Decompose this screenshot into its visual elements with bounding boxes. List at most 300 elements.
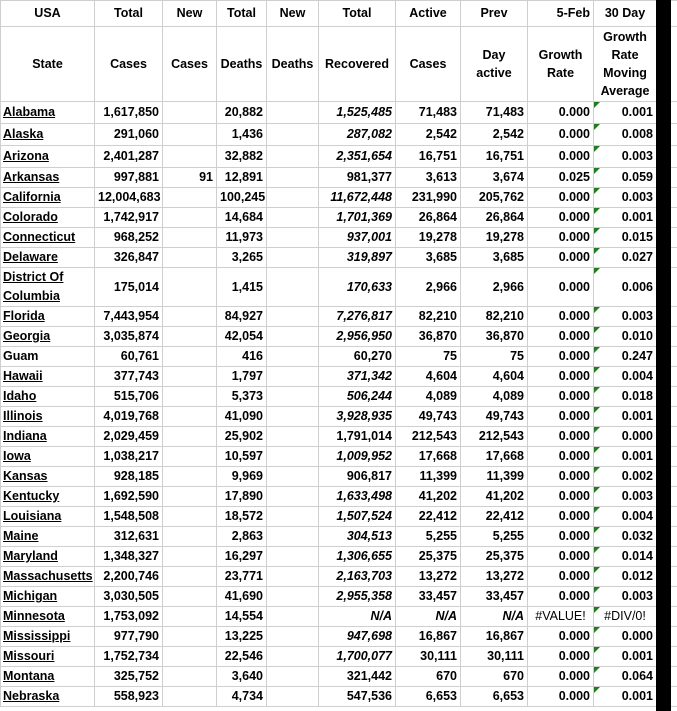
cell-total-cases[interactable] — [95, 567, 163, 587]
cell-new-deaths[interactable] — [267, 208, 319, 228]
cell-growth-rate[interactable] — [528, 367, 594, 387]
cell-active-cases[interactable] — [396, 367, 461, 387]
cell-total-deaths[interactable] — [217, 367, 267, 387]
cell-state[interactable] — [1, 124, 95, 146]
cell-prev-day-active[interactable] — [461, 667, 528, 687]
cell-new-cases[interactable] — [163, 427, 217, 447]
cell-active-cases[interactable] — [396, 307, 461, 327]
cell-growth-rate-30day-ma[interactable] — [594, 507, 657, 527]
cell-growth-rate-30day-ma[interactable] — [594, 607, 657, 627]
cell-total-cases[interactable] — [95, 427, 163, 447]
column-header-total-recovered[interactable]: Total — [319, 1, 396, 27]
cell-new-deaths[interactable] — [267, 228, 319, 248]
cell-total-cases[interactable] — [95, 387, 163, 407]
cell-prev-day-active[interactable] — [461, 587, 528, 607]
cell-active-cases[interactable] — [396, 427, 461, 447]
cell-active-cases[interactable] — [396, 627, 461, 647]
cell-new-deaths[interactable] — [267, 607, 319, 627]
cell-new-cases[interactable] — [163, 687, 217, 707]
cell-growth-rate-30day-ma[interactable] — [594, 268, 657, 307]
cell-total-deaths[interactable] — [217, 124, 267, 146]
cell-state[interactable] — [1, 188, 95, 208]
cell-new-cases[interactable] — [163, 124, 217, 146]
cell-growth-rate-30day-ma[interactable] — [594, 367, 657, 387]
cell-state[interactable] — [1, 507, 95, 527]
cell-growth-rate[interactable] — [528, 487, 594, 507]
cell-total-recovered[interactable] — [319, 347, 396, 367]
cell-active-cases[interactable] — [396, 487, 461, 507]
cell-total-recovered[interactable] — [319, 507, 396, 527]
cell-active-cases[interactable] — [396, 547, 461, 567]
cell-new-deaths[interactable] — [267, 427, 319, 447]
cell-active-cases[interactable] — [396, 188, 461, 208]
cell-prev-day-active[interactable] — [461, 248, 528, 268]
cell-prev-day-active[interactable] — [461, 347, 528, 367]
cell-growth-rate-30day-ma[interactable] — [594, 188, 657, 208]
cell-growth-rate-30day-ma[interactable] — [594, 102, 657, 124]
cell-growth-rate[interactable] — [528, 307, 594, 327]
cell-growth-rate[interactable] — [528, 547, 594, 567]
cell-state[interactable] — [1, 327, 95, 347]
cell-active-cases[interactable] — [396, 228, 461, 248]
cell-prev-day-active[interactable] — [461, 487, 528, 507]
cell-new-deaths[interactable] — [267, 487, 319, 507]
column-header-total-cases[interactable]: Total — [95, 1, 163, 27]
cell-growth-rate-30day-ma[interactable] — [594, 168, 657, 188]
cell-new-cases[interactable] — [163, 647, 217, 667]
cell-growth-rate-30day-ma[interactable] — [594, 467, 657, 487]
column-header-total-cases[interactable]: Cases — [95, 27, 163, 102]
cell-prev-day-active[interactable] — [461, 208, 528, 228]
cell-total-recovered[interactable] — [319, 447, 396, 467]
cell-total-cases[interactable] — [95, 667, 163, 687]
cell-total-recovered[interactable] — [319, 467, 396, 487]
cell-new-deaths[interactable] — [267, 547, 319, 567]
cell-prev-day-active[interactable] — [461, 507, 528, 527]
cell-prev-day-active[interactable] — [461, 467, 528, 487]
cell-growth-rate-30day-ma[interactable] — [594, 447, 657, 467]
cell-total-recovered[interactable] — [319, 587, 396, 607]
cell-state[interactable] — [1, 407, 95, 427]
cell-new-deaths[interactable] — [267, 507, 319, 527]
cell-total-deaths[interactable] — [217, 387, 267, 407]
cell-new-deaths[interactable] — [267, 527, 319, 547]
cell-growth-rate-30day-ma[interactable] — [594, 248, 657, 268]
cell-total-cases[interactable] — [95, 248, 163, 268]
cell-total-deaths[interactable] — [217, 248, 267, 268]
cell-state[interactable] — [1, 146, 95, 168]
cell-total-recovered[interactable] — [319, 228, 396, 248]
cell-state[interactable] — [1, 467, 95, 487]
cell-new-deaths[interactable] — [267, 387, 319, 407]
cell-prev-day-active[interactable] — [461, 367, 528, 387]
cell-total-deaths[interactable] — [217, 228, 267, 248]
cell-active-cases[interactable] — [396, 102, 461, 124]
cell-active-cases[interactable] — [396, 208, 461, 228]
cell-new-cases[interactable] — [163, 407, 217, 427]
cell-total-recovered[interactable] — [319, 208, 396, 228]
cell-state[interactable] — [1, 607, 95, 627]
cell-new-cases[interactable] — [163, 307, 217, 327]
cell-growth-rate[interactable] — [528, 587, 594, 607]
cell-active-cases[interactable] — [396, 146, 461, 168]
cell-new-cases[interactable] — [163, 487, 217, 507]
cell-new-deaths[interactable] — [267, 667, 319, 687]
cell-total-deaths[interactable] — [217, 407, 267, 427]
column-header-state[interactable]: USA — [1, 1, 95, 27]
cell-growth-rate-30day-ma[interactable] — [594, 146, 657, 168]
cell-new-deaths[interactable] — [267, 407, 319, 427]
cell-new-deaths[interactable] — [267, 647, 319, 667]
cell-new-deaths[interactable] — [267, 627, 319, 647]
cell-growth-rate[interactable] — [528, 188, 594, 208]
cell-total-recovered[interactable] — [319, 427, 396, 447]
cell-state[interactable] — [1, 487, 95, 507]
cell-new-deaths[interactable] — [267, 447, 319, 467]
cell-total-recovered[interactable] — [319, 146, 396, 168]
column-header-growth-rate[interactable]: Growth Rate — [528, 27, 594, 102]
cell-active-cases[interactable] — [396, 124, 461, 146]
cell-growth-rate[interactable] — [528, 627, 594, 647]
cell-new-cases[interactable] — [163, 208, 217, 228]
cell-total-recovered[interactable] — [319, 647, 396, 667]
cell-total-cases[interactable] — [95, 447, 163, 467]
column-header-new-cases[interactable]: New — [163, 1, 217, 27]
cell-growth-rate-30day-ma[interactable] — [594, 627, 657, 647]
cell-growth-rate-30day-ma[interactable] — [594, 687, 657, 707]
cell-active-cases[interactable] — [396, 587, 461, 607]
cell-new-cases[interactable] — [163, 587, 217, 607]
column-header-growth-rate[interactable]: 5-Feb — [528, 1, 594, 27]
cell-active-cases[interactable] — [396, 607, 461, 627]
cell-total-recovered[interactable] — [319, 687, 396, 707]
cell-state[interactable] — [1, 248, 95, 268]
cell-total-recovered[interactable] — [319, 627, 396, 647]
cell-active-cases[interactable] — [396, 407, 461, 427]
cell-total-deaths[interactable] — [217, 327, 267, 347]
cell-state[interactable] — [1, 567, 95, 587]
cell-total-deaths[interactable] — [217, 347, 267, 367]
cell-growth-rate[interactable] — [528, 124, 594, 146]
cell-state[interactable] — [1, 527, 95, 547]
cell-total-recovered[interactable] — [319, 102, 396, 124]
cell-new-cases[interactable] — [163, 667, 217, 687]
cell-growth-rate-30day-ma[interactable] — [594, 327, 657, 347]
cell-growth-rate[interactable] — [528, 248, 594, 268]
column-header-growth-rate-30day-ma[interactable]: 30 Day — [594, 1, 657, 27]
cell-growth-rate[interactable] — [528, 427, 594, 447]
cell-new-cases[interactable] — [163, 467, 217, 487]
cell-total-recovered[interactable] — [319, 168, 396, 188]
cell-growth-rate[interactable] — [528, 667, 594, 687]
cell-state[interactable] — [1, 547, 95, 567]
cell-growth-rate[interactable] — [528, 567, 594, 587]
cell-total-deaths[interactable] — [217, 547, 267, 567]
column-header-new-cases[interactable]: Cases — [163, 27, 217, 102]
cell-growth-rate-30day-ma[interactable] — [594, 427, 657, 447]
cell-active-cases[interactable] — [396, 507, 461, 527]
cell-total-cases[interactable] — [95, 168, 163, 188]
cell-active-cases[interactable] — [396, 168, 461, 188]
cell-total-cases[interactable] — [95, 124, 163, 146]
cell-new-deaths[interactable] — [267, 467, 319, 487]
cell-active-cases[interactable] — [396, 667, 461, 687]
cell-active-cases[interactable] — [396, 347, 461, 367]
cell-prev-day-active[interactable] — [461, 188, 528, 208]
cell-prev-day-active[interactable] — [461, 228, 528, 248]
column-header-prev-day-active[interactable]: Day active — [461, 27, 528, 102]
cell-new-cases[interactable] — [163, 327, 217, 347]
cell-growth-rate[interactable] — [528, 507, 594, 527]
cell-total-deaths[interactable] — [217, 507, 267, 527]
cell-total-deaths[interactable] — [217, 527, 267, 547]
cell-growth-rate[interactable] — [528, 467, 594, 487]
cell-state[interactable] — [1, 647, 95, 667]
cell-active-cases[interactable] — [396, 387, 461, 407]
cell-prev-day-active[interactable] — [461, 146, 528, 168]
cell-growth-rate-30day-ma[interactable] — [594, 567, 657, 587]
column-header-prev-day-active[interactable]: Prev — [461, 1, 528, 27]
cell-new-deaths[interactable] — [267, 268, 319, 307]
cell-state[interactable] — [1, 667, 95, 687]
cell-state[interactable] — [1, 268, 95, 307]
cell-state[interactable] — [1, 367, 95, 387]
cell-total-deaths[interactable] — [217, 427, 267, 447]
cell-growth-rate[interactable] — [528, 208, 594, 228]
cell-prev-day-active[interactable] — [461, 268, 528, 307]
cell-total-deaths[interactable] — [217, 687, 267, 707]
cell-growth-rate[interactable] — [528, 168, 594, 188]
cell-total-cases[interactable] — [95, 268, 163, 307]
cell-growth-rate[interactable] — [528, 447, 594, 467]
column-header-active-cases[interactable]: Cases — [396, 27, 461, 102]
cell-total-cases[interactable] — [95, 327, 163, 347]
cell-active-cases[interactable] — [396, 248, 461, 268]
cell-state[interactable] — [1, 307, 95, 327]
cell-new-deaths[interactable] — [267, 567, 319, 587]
cell-active-cases[interactable] — [396, 447, 461, 467]
cell-growth-rate[interactable] — [528, 327, 594, 347]
cell-new-cases[interactable] — [163, 447, 217, 467]
cell-new-cases[interactable] — [163, 527, 217, 547]
cell-growth-rate-30day-ma[interactable] — [594, 547, 657, 567]
cell-total-recovered[interactable] — [319, 248, 396, 268]
cell-prev-day-active[interactable] — [461, 387, 528, 407]
cell-growth-rate[interactable] — [528, 647, 594, 667]
cell-growth-rate-30day-ma[interactable] — [594, 307, 657, 327]
cell-total-cases[interactable] — [95, 527, 163, 547]
cell-total-recovered[interactable] — [319, 268, 396, 307]
cell-active-cases[interactable] — [396, 467, 461, 487]
cell-state[interactable] — [1, 347, 95, 367]
cell-new-cases[interactable] — [163, 248, 217, 268]
cell-total-deaths[interactable] — [217, 447, 267, 467]
cell-state[interactable] — [1, 168, 95, 188]
cell-new-deaths[interactable] — [267, 124, 319, 146]
cell-total-recovered[interactable] — [319, 188, 396, 208]
cell-new-deaths[interactable] — [267, 168, 319, 188]
cell-growth-rate-30day-ma[interactable] — [594, 487, 657, 507]
cell-total-cases[interactable] — [95, 228, 163, 248]
cell-state[interactable] — [1, 102, 95, 124]
cell-state[interactable] — [1, 427, 95, 447]
cell-total-cases[interactable] — [95, 627, 163, 647]
cell-total-deaths[interactable] — [217, 102, 267, 124]
cell-new-cases[interactable] — [163, 168, 217, 188]
column-header-new-deaths[interactable]: Deaths — [267, 27, 319, 102]
cell-total-deaths[interactable] — [217, 647, 267, 667]
cell-total-recovered[interactable] — [319, 307, 396, 327]
cell-total-cases[interactable] — [95, 367, 163, 387]
cell-new-cases[interactable] — [163, 547, 217, 567]
cell-total-deaths[interactable] — [217, 467, 267, 487]
cell-new-cases[interactable] — [163, 146, 217, 168]
cell-prev-day-active[interactable] — [461, 327, 528, 347]
cell-total-deaths[interactable] — [217, 146, 267, 168]
cell-growth-rate-30day-ma[interactable] — [594, 347, 657, 367]
cell-total-recovered[interactable] — [319, 547, 396, 567]
cell-total-cases[interactable] — [95, 307, 163, 327]
cell-total-cases[interactable] — [95, 507, 163, 527]
cell-growth-rate-30day-ma[interactable] — [594, 124, 657, 146]
column-header-growth-rate-30day-ma[interactable]: Growth Rate Moving Average — [594, 27, 657, 102]
cell-new-deaths[interactable] — [267, 188, 319, 208]
cell-total-cases[interactable] — [95, 687, 163, 707]
cell-new-cases[interactable] — [163, 228, 217, 248]
cell-total-cases[interactable] — [95, 547, 163, 567]
cell-total-recovered[interactable] — [319, 607, 396, 627]
cell-total-cases[interactable] — [95, 208, 163, 228]
column-header-state[interactable]: State — [1, 27, 95, 102]
cell-new-cases[interactable] — [163, 607, 217, 627]
cell-total-cases[interactable] — [95, 647, 163, 667]
cell-total-deaths[interactable] — [217, 607, 267, 627]
cell-new-deaths[interactable] — [267, 248, 319, 268]
cell-total-recovered[interactable] — [319, 527, 396, 547]
cell-total-recovered[interactable] — [319, 387, 396, 407]
cell-prev-day-active[interactable] — [461, 407, 528, 427]
cell-new-deaths[interactable] — [267, 367, 319, 387]
cell-new-cases[interactable] — [163, 268, 217, 307]
column-header-total-deaths[interactable]: Total — [217, 1, 267, 27]
cell-total-recovered[interactable] — [319, 407, 396, 427]
cell-growth-rate[interactable] — [528, 607, 594, 627]
cell-total-cases[interactable] — [95, 146, 163, 168]
cell-total-cases[interactable] — [95, 102, 163, 124]
cell-prev-day-active[interactable] — [461, 527, 528, 547]
cell-growth-rate[interactable] — [528, 687, 594, 707]
cell-new-deaths[interactable] — [267, 587, 319, 607]
cell-total-deaths[interactable] — [217, 268, 267, 307]
cell-active-cases[interactable] — [396, 268, 461, 307]
cell-new-deaths[interactable] — [267, 687, 319, 707]
cell-new-cases[interactable] — [163, 507, 217, 527]
cell-growth-rate-30day-ma[interactable] — [594, 527, 657, 547]
column-header-new-deaths[interactable]: New — [267, 1, 319, 27]
cell-growth-rate[interactable] — [528, 407, 594, 427]
cell-total-deaths[interactable] — [217, 567, 267, 587]
cell-state[interactable] — [1, 687, 95, 707]
cell-active-cases[interactable] — [396, 647, 461, 667]
cell-prev-day-active[interactable] — [461, 547, 528, 567]
cell-new-cases[interactable] — [163, 347, 217, 367]
cell-growth-rate-30day-ma[interactable] — [594, 587, 657, 607]
cell-total-recovered[interactable] — [319, 667, 396, 687]
column-header-total-recovered[interactable]: Recovered — [319, 27, 396, 102]
cell-total-deaths[interactable] — [217, 188, 267, 208]
cell-prev-day-active[interactable] — [461, 447, 528, 467]
cell-total-deaths[interactable] — [217, 208, 267, 228]
cell-prev-day-active[interactable] — [461, 627, 528, 647]
cell-state[interactable] — [1, 387, 95, 407]
cell-new-cases[interactable] — [163, 627, 217, 647]
cell-growth-rate[interactable] — [528, 228, 594, 248]
cell-growth-rate[interactable] — [528, 146, 594, 168]
cell-state[interactable] — [1, 208, 95, 228]
cell-total-deaths[interactable] — [217, 587, 267, 607]
cell-new-cases[interactable] — [163, 188, 217, 208]
cell-growth-rate[interactable] — [528, 527, 594, 547]
cell-growth-rate[interactable] — [528, 268, 594, 307]
cell-total-cases[interactable] — [95, 467, 163, 487]
cell-total-recovered[interactable] — [319, 367, 396, 387]
cell-prev-day-active[interactable] — [461, 307, 528, 327]
cell-new-deaths[interactable] — [267, 347, 319, 367]
cell-growth-rate-30day-ma[interactable] — [594, 647, 657, 667]
cell-total-deaths[interactable] — [217, 667, 267, 687]
cell-new-cases[interactable] — [163, 387, 217, 407]
cell-new-deaths[interactable] — [267, 307, 319, 327]
cell-growth-rate[interactable] — [528, 387, 594, 407]
cell-total-cases[interactable] — [95, 607, 163, 627]
cell-prev-day-active[interactable] — [461, 687, 528, 707]
column-header-active-cases[interactable]: Active — [396, 1, 461, 27]
cell-active-cases[interactable] — [396, 567, 461, 587]
cell-total-deaths[interactable] — [217, 487, 267, 507]
cell-new-deaths[interactable] — [267, 146, 319, 168]
column-header-total-deaths[interactable]: Deaths — [217, 27, 267, 102]
cell-growth-rate-30day-ma[interactable] — [594, 228, 657, 248]
cell-total-deaths[interactable] — [217, 627, 267, 647]
cell-new-deaths[interactable] — [267, 102, 319, 124]
cell-growth-rate-30day-ma[interactable] — [594, 208, 657, 228]
cell-growth-rate-30day-ma[interactable] — [594, 387, 657, 407]
cell-prev-day-active[interactable] — [461, 607, 528, 627]
cell-total-recovered[interactable] — [319, 487, 396, 507]
cell-total-cases[interactable] — [95, 347, 163, 367]
cell-growth-rate-30day-ma[interactable] — [594, 407, 657, 427]
cell-total-deaths[interactable] — [217, 307, 267, 327]
cell-total-cases[interactable] — [95, 407, 163, 427]
cell-state[interactable] — [1, 587, 95, 607]
cell-total-cases[interactable] — [95, 587, 163, 607]
cell-active-cases[interactable] — [396, 527, 461, 547]
cell-prev-day-active[interactable] — [461, 567, 528, 587]
cell-prev-day-active[interactable] — [461, 124, 528, 146]
cell-new-cases[interactable] — [163, 567, 217, 587]
cell-growth-rate[interactable] — [528, 102, 594, 124]
cell-prev-day-active[interactable] — [461, 102, 528, 124]
cell-new-deaths[interactable] — [267, 327, 319, 347]
cell-state[interactable] — [1, 228, 95, 248]
cell-total-recovered[interactable] — [319, 567, 396, 587]
cell-active-cases[interactable] — [396, 327, 461, 347]
cell-total-deaths[interactable] — [217, 168, 267, 188]
cell-total-recovered[interactable] — [319, 124, 396, 146]
cell-growth-rate-30day-ma[interactable] — [594, 667, 657, 687]
cell-state[interactable] — [1, 447, 95, 467]
cell-total-cases[interactable] — [95, 487, 163, 507]
